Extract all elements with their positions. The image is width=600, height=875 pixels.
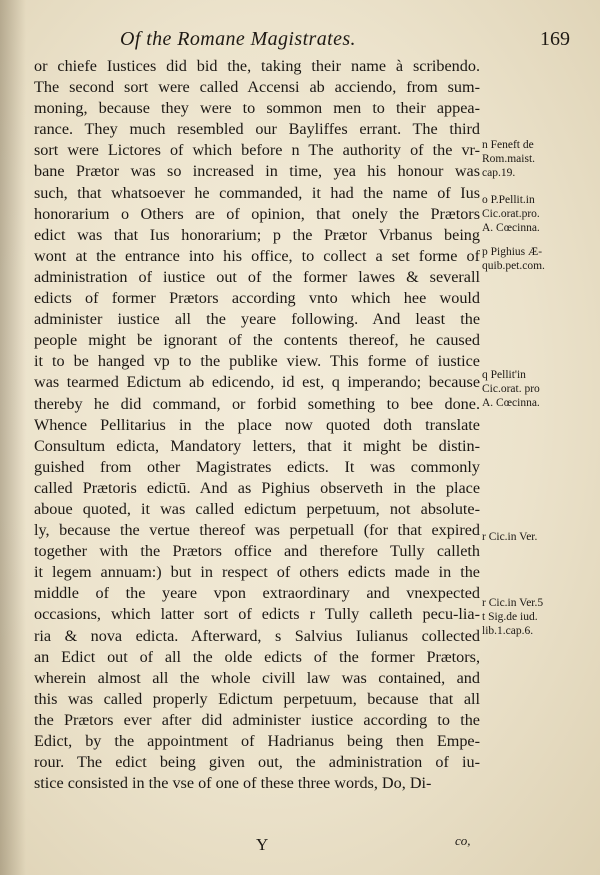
running-head: Of the Romane Magistrates.	[120, 28, 356, 50]
text-line: the Prætors ever after did administer iustice according to the	[34, 710, 480, 729]
text-line: edict was that Ius honorarium; p the Prætor Vrbanus being	[34, 225, 480, 244]
margin-note: r Cic.in Ver.5 t Sig.de iud. lib.1.cap.6.	[482, 597, 544, 637]
text-line: stice consisted in the vse of one of these three words, Do, Di-	[34, 774, 432, 793]
margin-note: n Feneft de Rom.maist. cap.19.	[482, 139, 536, 179]
text-line: thereby he did command, or forbid something to bee done.	[34, 394, 480, 413]
text-line: administer iustice all the yeare following. And least the	[34, 310, 480, 329]
text-line: together with the Prætors office and therefore Tully calleth	[34, 542, 480, 561]
text-line: moning, because they were to sommon men to their appea-	[34, 99, 480, 118]
margin-note: o P.Pellit.in Cic.orat.pro. A. Cœcinna.	[482, 194, 540, 234]
text-line: The second sort were called Accensi ab acciendo, from sum-	[34, 78, 480, 97]
catchword: co,	[455, 833, 471, 848]
text-line: Consultum edicta, Mandatory letters, that it might be distin-	[34, 436, 480, 455]
text-line: this was called properly Edictum perpetuum, because that all	[34, 689, 480, 708]
text-line: ly, because the vertue thereof was perpetuall (for that expired	[34, 521, 480, 540]
text-line: called Prætoris edictū. And as Pighius observeth in the place	[34, 478, 480, 497]
signature-mark: Y	[256, 835, 269, 854]
text-line: it legem annuam:) but in respect of others edicts made in the	[34, 563, 480, 582]
text-line: edicts of former Prætors according vnto which hee would	[34, 289, 480, 308]
text-line: wont at the entrance into his office, to collect a set forme of	[34, 246, 480, 265]
margin-note: p Pighius Æ- quib.pet.com.	[482, 246, 545, 272]
main-text-column	[34, 56, 480, 794]
text-line: or chiefe Iustices did bid the, taking their name à scribendo.	[34, 57, 480, 75]
text-line: honorarium o Others are of opinion, that onely the Prætors	[34, 204, 480, 223]
text-line: aboue quoted, it was called edictum perpetuum, not absolute-	[34, 499, 480, 518]
text-line: rour. The edict being given out, the administration of iu-	[34, 753, 480, 772]
text-line: occasions, which latter sort of edicts r Tully calleth pecu-lia-	[34, 605, 480, 624]
text-line: was tearmed Edictum ab edicendo, id est, q imperando; because	[34, 373, 480, 392]
text-line: bane Prætor was so increased in time, yea his honour was	[34, 162, 480, 181]
text-line: Whence Pellitarius in the place now quoted doth translate	[34, 415, 480, 434]
text-line: it to be hanged vp to the publike view. This forme of iustice	[34, 352, 480, 371]
text-line: guished from other Magistrates edicts. It was commonly	[34, 457, 480, 476]
margin-note: r Cic.in Ver.	[482, 531, 538, 543]
margin-notes	[482, 0, 600, 875]
text-line: sort were Lictores of which before n The authority of the vr-	[34, 141, 480, 160]
text-line: rance. They much resembled our Bayliffes errant. The third	[34, 120, 480, 139]
margin-note: q Pellit'in Cic.orat. pro A. Cœcinna.	[482, 369, 540, 409]
text-line: people might be ignorant of the contents thereof, he caused	[34, 331, 480, 350]
page-number: 169	[540, 28, 570, 50]
text-line: administration of iustice out of the former lawes & severall	[34, 267, 480, 286]
text-line: Edict, by the appointment of Hadrianus being then Empe-	[34, 732, 480, 750]
text-line: wherein almost all the whole civill law was contained, and	[34, 668, 480, 687]
text-line: middle of the yeare vpon extraordinary and vnexpected	[34, 584, 480, 603]
text-line: an Edict out of all the olde edicts of the former Prætors,	[34, 647, 480, 666]
text-line: ria & nova edicta. Afterward, s Salvius Iulianus collected	[34, 626, 480, 645]
text-line: such, that whatsoever he commanded, it had the name of Ius	[34, 183, 480, 202]
